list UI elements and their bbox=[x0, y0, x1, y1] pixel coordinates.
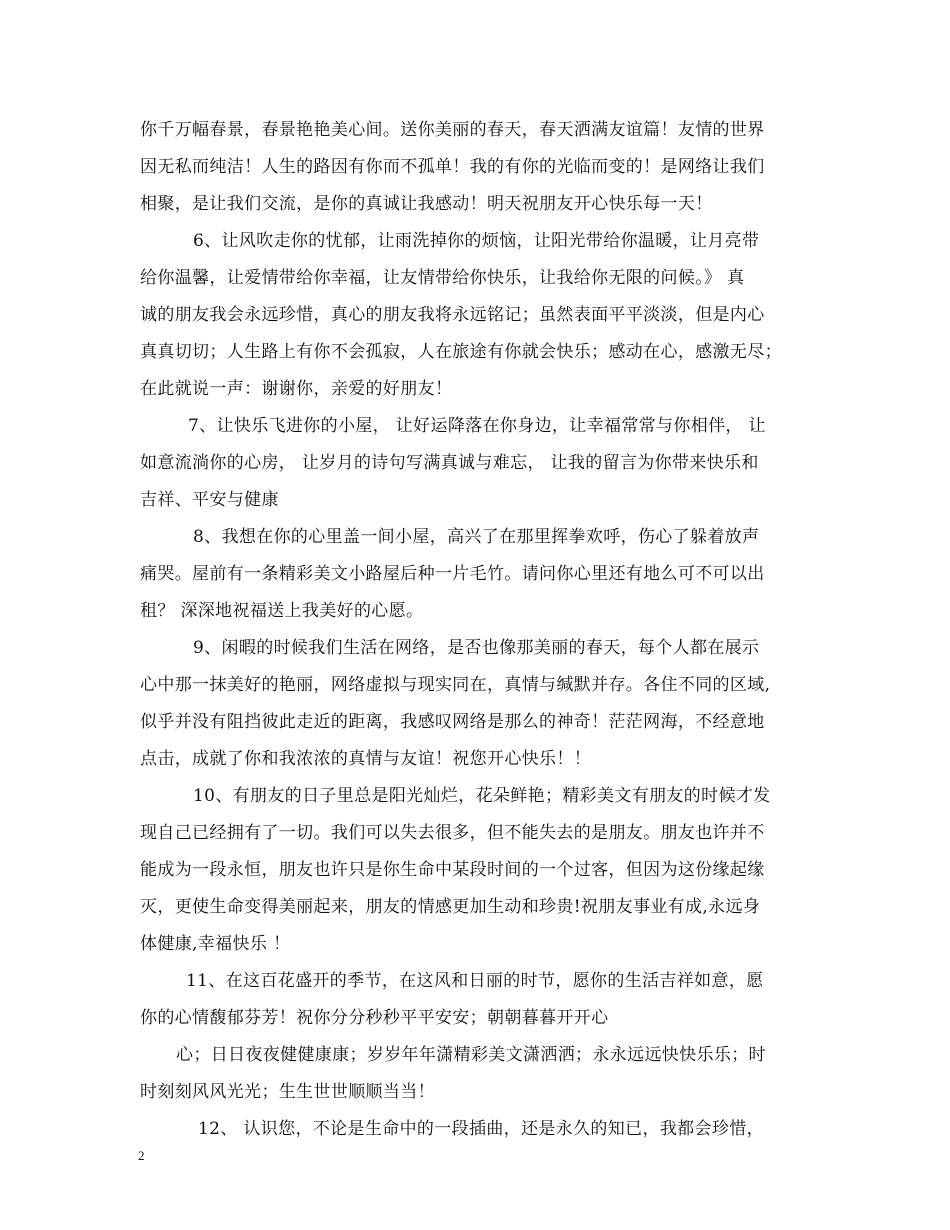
text-line: 因无私而纯洁！人生的路因有你而不孤单！我的有你的光临而变的！是网络让我们 bbox=[140, 157, 765, 177]
text-line: 体健康,幸福快乐 ！ bbox=[140, 934, 291, 954]
text-line: 相聚，是让我们交流，是你的真诚让我感动！明天祝朋友开心快乐每一天！ bbox=[140, 194, 713, 214]
text-line: 租？ 深深地祝福送上我美好的心愿。 bbox=[140, 601, 424, 621]
page-number: 2 bbox=[138, 1148, 145, 1163]
text-line: 如意流淌你的心房， 让岁月的诗句写满真诚与难忘， 让我的留言为你带来快乐和 bbox=[140, 453, 759, 473]
text-line: 11、在这百花盛开的季节，在这风和日丽的时节，愿你的生活吉祥如意，愿 bbox=[186, 971, 764, 991]
text-line: 6、让风吹走你的忧郁，让雨洗掉你的烦恼，让阳光带给你温暖，让月亮带 bbox=[193, 231, 760, 251]
text-line: 似乎并没有阻挡彼此走近的距离，我感叹网络是那么的神奇！茫茫网海，不经意地 bbox=[140, 712, 765, 732]
text-line: 给你温馨，让爱情带给你幸福，让友情带给你快乐，让我给你无限的问候。》 真 bbox=[140, 268, 745, 288]
text-line: 心；日日夜夜健健康康；岁岁年年潇精彩美文潇洒洒；永永远远快快乐乐；时 bbox=[176, 1045, 766, 1065]
text-line: 痛哭。屋前有一条精彩美文小路屋后种一片毛竹。请问你心里还有地么可不可以出 bbox=[140, 564, 765, 584]
text-line: 时刻刻风风光光；生生世世顺顺当当！ bbox=[140, 1082, 435, 1102]
text-line: 你的心情馥郁芬芳！祝你分分秒秒平平安安；朝朝暮暮开开心 bbox=[140, 1008, 609, 1028]
text-line: 10、有朋友的日子里总是阳光灿烂，花朵鲜艳；精彩美文有朋友的时候才发 bbox=[193, 786, 771, 806]
text-line: 你千万幅春景，春景艳艳美心间。送你美丽的春天，春天洒满友谊篇！友情的世界 bbox=[140, 120, 765, 140]
text-line: 心中那一抹美好的艳丽，网络虚拟与现实同在，真情与缄默并存。各住不同的区域, bbox=[140, 675, 771, 695]
text-line: 12、 认识您，不论是生命中的一段插曲，还是永久的知已，我都会珍惜， bbox=[198, 1119, 764, 1139]
text-line: 8、我想在你的心里盖一间小屋，高兴了在那里挥拳欢呼，伤心了躲着放声 bbox=[193, 527, 760, 547]
text-line: 吉祥、平安与健康 bbox=[140, 490, 279, 510]
text-line: 真真切切；人生路上有你不会孤寂，人在旅途有你就会快乐；感动在心，感激无尽； bbox=[140, 342, 782, 362]
text-line: 能成为一段永恒，朋友也许只是你生命中某段时间的一个过客，但因为这份缘起缘 bbox=[140, 860, 765, 880]
text-line: 7、让快乐飞进你的小屋， 让好运降落在你身边，让幸福常常与你相伴， 让 bbox=[188, 416, 766, 436]
text-line: 在此就说一声：谢谢你，亲爱的好朋友！ bbox=[140, 379, 453, 399]
text-line: 诚的朋友我会永远珍惜，真心的朋友我将永远铭记；虽然表面平平淡淡，但是内心 bbox=[140, 305, 765, 325]
text-line: 点击，成就了你和我浓浓的真情与友谊！祝您开心快乐！！ bbox=[140, 749, 592, 769]
text-line: 9、闲暇的时候我们生活在网络，是否也像那美丽的春天，每个人都在展示 bbox=[193, 638, 760, 658]
text-line: 现自己已经拥有了一切。我们可以失去很多，但不能失去的是朋友。朋友也许并不 bbox=[140, 823, 765, 843]
text-line: 灭，更使生命变得美丽起来，朋友的情感更加生动和珍贵!祝朋友事业有成,永远身 bbox=[140, 897, 761, 917]
